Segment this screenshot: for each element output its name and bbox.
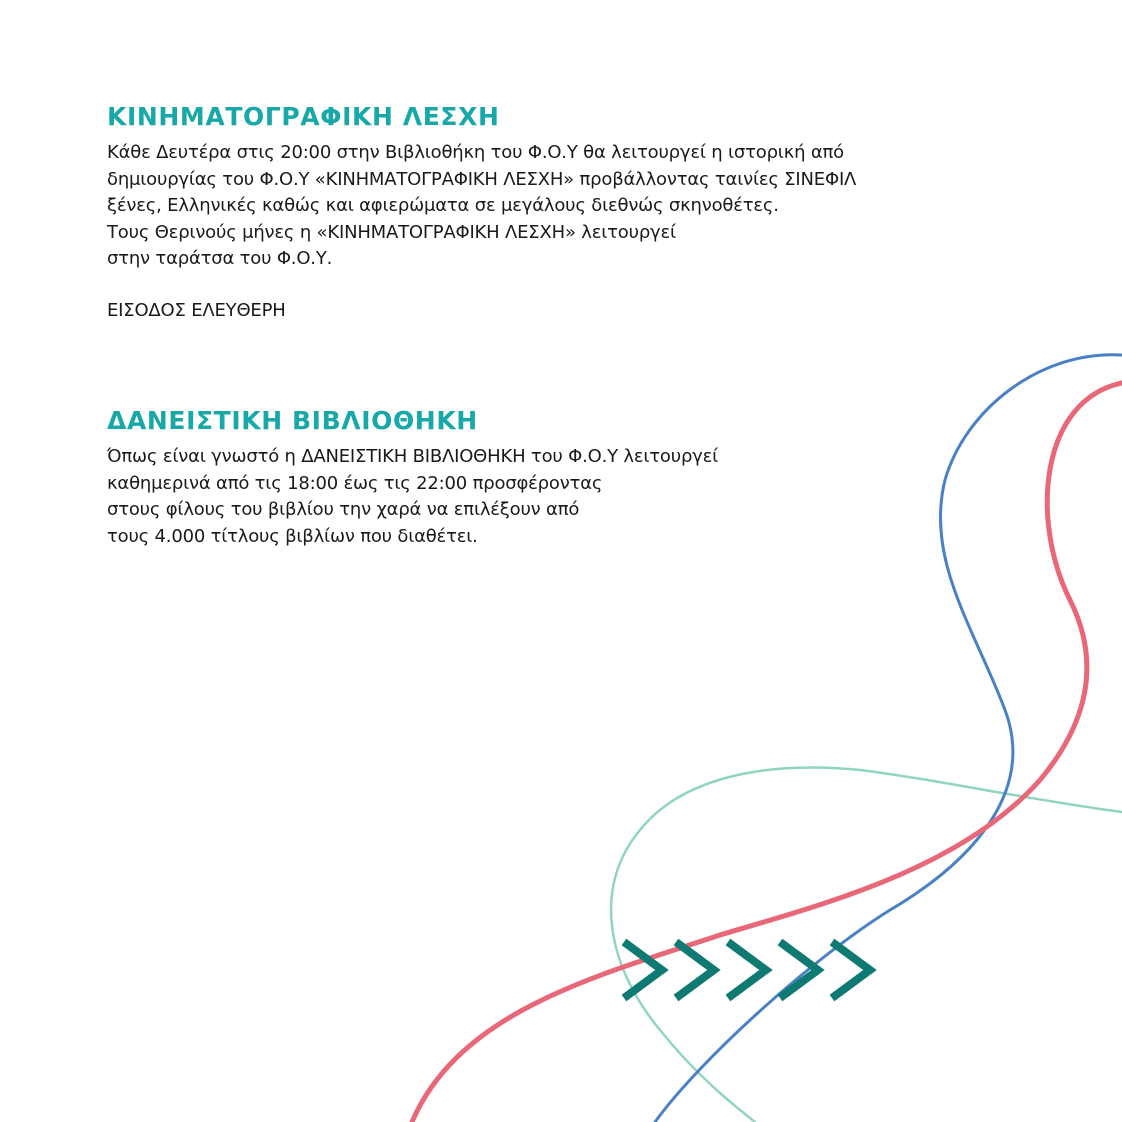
lending-library-line: Όπως είναι γνωστό η ΔΑΝΕΙΣΤΙΚΗ ΒΙΒΛΙΟΘΗΚΗ του Φ.Ο.Υ λειτουργεί xyxy=(107,446,719,467)
chevron-5-icon xyxy=(832,942,870,998)
lending-library-line: στους φίλους του βιβλίου την χαρά να επιλέξουν από xyxy=(107,499,580,520)
free-entry-note: ΕΙΣΟΔΟΣ ΕΛΕΥΘΕΡΗ xyxy=(107,299,286,321)
lending-library-title: ΔΑΝΕΙΣΤΙΚΗ ΒΙΒΛΙΟΘΗΚΗ xyxy=(107,406,478,435)
cinema-club-line: ξένες, Ελληνικές καθώς και αφιερώματα σε μεγάλους διεθνώς σκηνοθέτες. xyxy=(107,195,779,216)
chevron-1-icon xyxy=(624,942,662,998)
chevron-4-icon xyxy=(780,942,818,998)
lending-library-description xyxy=(107,444,718,550)
cinema-club-line: στην ταράτσα του Φ.Ο.Υ. xyxy=(107,248,333,269)
chevron-3-icon xyxy=(728,942,766,998)
chevron-2-icon xyxy=(676,942,714,998)
lending-library-line: καθημερινά από τις 18:00 έως τις 22:00 προσφέροντας xyxy=(107,472,603,494)
lending-library-section xyxy=(107,404,718,550)
cinema-club-line: Κάθε Δευτέρα στις 20:00 στην Βιβλιοθήκη του Φ.Ο.Υ θα λειτουργεί η ιστορική από xyxy=(107,142,844,163)
cinema-club-title: ΚΙΝΗΜΑΤΟΓΡΑΦΙΚΗ ΛΕΣΧΗ xyxy=(107,102,500,131)
lending-library-line: τους 4.000 τίτλους βιβλίων που διαθέτει. xyxy=(107,525,478,547)
cinema-club-line: Τους Θερινούς μήνες η «ΚΙΝΗΜΑΤΟΓΡΑΦΙΚΗ ΛΕΣΧΗ» λειτουργεί xyxy=(107,221,676,243)
cinema-club-description xyxy=(107,140,856,273)
cinema-club-section xyxy=(107,100,856,324)
cinema-club-line: δημιουργίας του Φ.Ο.Υ «ΚΙΝΗΜΑΤΟΓΡΑΦΙΚΗ ΛΕΣΧΗ» προβάλλοντας ταινίες ΣΙΝΕΦΙΛ xyxy=(107,168,857,190)
